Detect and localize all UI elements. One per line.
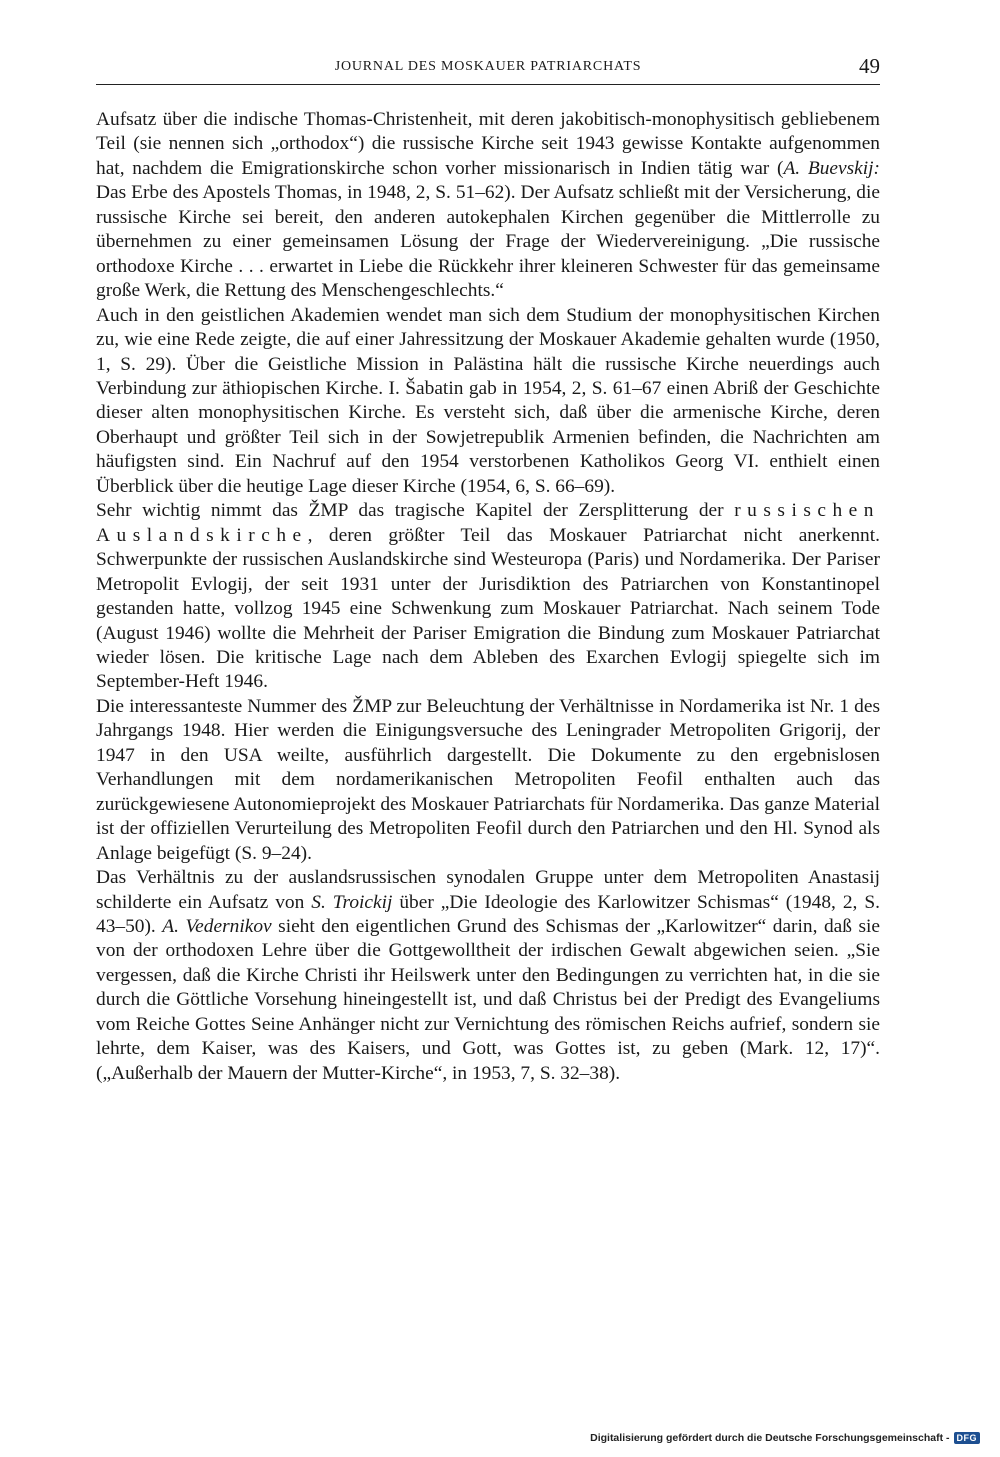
emphasized-term: russischen Auslandskirche	[96, 500, 880, 546]
text-segment: Sehr wichtig nimmt das ŽMP das tragische Kapitel der Zersplitterung der	[96, 500, 735, 522]
author-name: A. Buevskij:	[783, 157, 880, 179]
paragraph	[96, 499, 880, 695]
page-number: 49	[859, 54, 880, 78]
paragraph	[96, 695, 880, 866]
paragraph	[96, 108, 880, 304]
text-segment: Auch in den geistlichen Akademien wendet man sich dem Studium der monophysitischen Kirchen zu, wie eine Rede zeigte, die auf einer Jahressitzung der Moskauer Akademie gehalten wurde (1950, 1, S. 29). Über die Geistliche Mission in Palästina hält die russische Kirche neuerdings auch Verbindung zur äthiopischen Kirche. I. Šabatin gab in 1954, 2, S. 61–67 einen Abriß der Geschichte dieser alten monophysitischen Kirche. Es versteht sich, daß über die armenische Kirche, deren Oberhaupt und größter Teil sich in der Sowjetrepublik Armenien befinden, die Nachrichten am häufigsten sind. Ein Nachruf auf den 1954 verstorbenen Katholikos Georg VI. enthielt einen Überblick über die heutige Lage dieser Kirche (1954, 6, S. 66–69).	[96, 304, 880, 497]
text-segment: Aufsatz über die indische Thomas-Christenheit, mit deren jakobitisch-monophysitisch gebliebenem Teil (sie nennen sich „orthodox“) die russische Kirche seit 1943 gewisse Kontakte aufgenommen hat, nachdem die Emigrationskirche schon vorher missionarisch in Indien tätig war (	[96, 109, 880, 179]
text-segment: Das Verhältnis zu der auslandsrussischen synodalen Gruppe unter dem Metropoliten Anastasij schilderte ein Aufsatz von	[96, 867, 880, 913]
dfg-logo: DFG	[954, 1432, 981, 1444]
text-segment: , deren größter Teil das Moskauer Patriarchat nicht anerkennt. Schwerpunkte der russischen Auslandskirche sind Westeuropa (Paris) und Nordamerika. Der Pariser Metropolit Evlogij, der seit 1931 unter der Jurisdiktion des Patriarchen von Konstantinopel gestanden hatte, vollzog 1945 eine Schwenkung zum Moskauer Patriarchat. Nach seinem Tode (August 1946) wollte die Mehrheit der Pariser Emigration die Bindung zum Moskauer Patriarchat wieder lösen. Die kritische Lage nach dem Ableben des Exarchen Evlogij spiegelte sich im September-Heft 1946.	[96, 524, 880, 693]
paragraph	[96, 304, 880, 500]
author-name: S. Troickij	[311, 891, 393, 913]
paragraph	[96, 866, 880, 1086]
digitization-footer	[590, 1432, 980, 1444]
author-name: A. Vedernikov	[162, 915, 272, 937]
body-text	[96, 108, 880, 1086]
text-segment: Das Erbe des Apostels Thomas, in 1948, 2, S. 51–62). Der Aufsatz schließt mit der Versicherung, die russische Kirche sei bereit, den anderen autokephalen Kirchen gegenüber die Mittlerrolle zu übernehmen zu einer gemeinsamen Lösung der Frage der Wiedervereinigung. „Die russische orthodoxe Kirche . . . erwartet in Liebe die Rückkehr ihrer kleineren Schwester für das gemeinsame große Werk, die Rettung des Menschengeschlechts.“	[96, 182, 880, 302]
text-segment: über „Die Ideologie des Karlowitzer Schismas“ (1948, 2, S. 43–50).	[96, 891, 880, 937]
running-title: JOURNAL DES MOSKAUER PATRIARCHATS	[334, 59, 642, 74]
running-header	[96, 56, 880, 85]
footer-text: Digitalisierung gefördert durch die Deutsche Forschungsgemeinschaft -	[590, 1432, 950, 1444]
text-segment: Die interessanteste Nummer des ŽMP zur Beleuchtung der Verhältnisse in Nordamerika ist Nr. 1 des Jahrgangs 1948. Hier werden die Einigungsversuche des Leningrader Metropoliten Grigorij, der 1947 in den USA weilte, ausführlich dargestellt. Die Dokumente zu den ergebnislosen Verhandlungen mit dem nordamerikanischen Metropoliten Feofil enthalten auch das zurückgewiesene Autonomieprojekt des Moskauer Patriarchats für Nordamerika. Das ganze Material ist der offiziellen Verurteilung des Metropoliten Feofil durch den Patriarchen und den Hl. Synod als Anlage beigefügt (S. 9–24).	[96, 695, 880, 864]
text-segment: sieht den eigentlichen Grund des Schismas der „Karlowitzer“ darin, daß sie von der orthodoxen Lehre über die Gottgewolltheit der irdischen Gewalt abgewichen seien. „Sie vergessen, daß die Kirche Christi ihr Heilswerk unter den Bedingungen zu verrichten hat, in die sie durch die Göttliche Vorsehung hineingestellt ist, und daß Christus bei der Predigt des Evangeliums vom Reiche Gottes Seine Anhänger nicht zur Vernichtung des römischen Reichs aufrief, sondern sie lehrte, dem Kaiser, was des Kaisers, und Gott, was Gottes ist, zu geben (Mark. 12, 17)“. („Außerhalb der Mauern der Mutter-Kirche“, in 1953, 7, S. 32–38).	[96, 915, 880, 1084]
